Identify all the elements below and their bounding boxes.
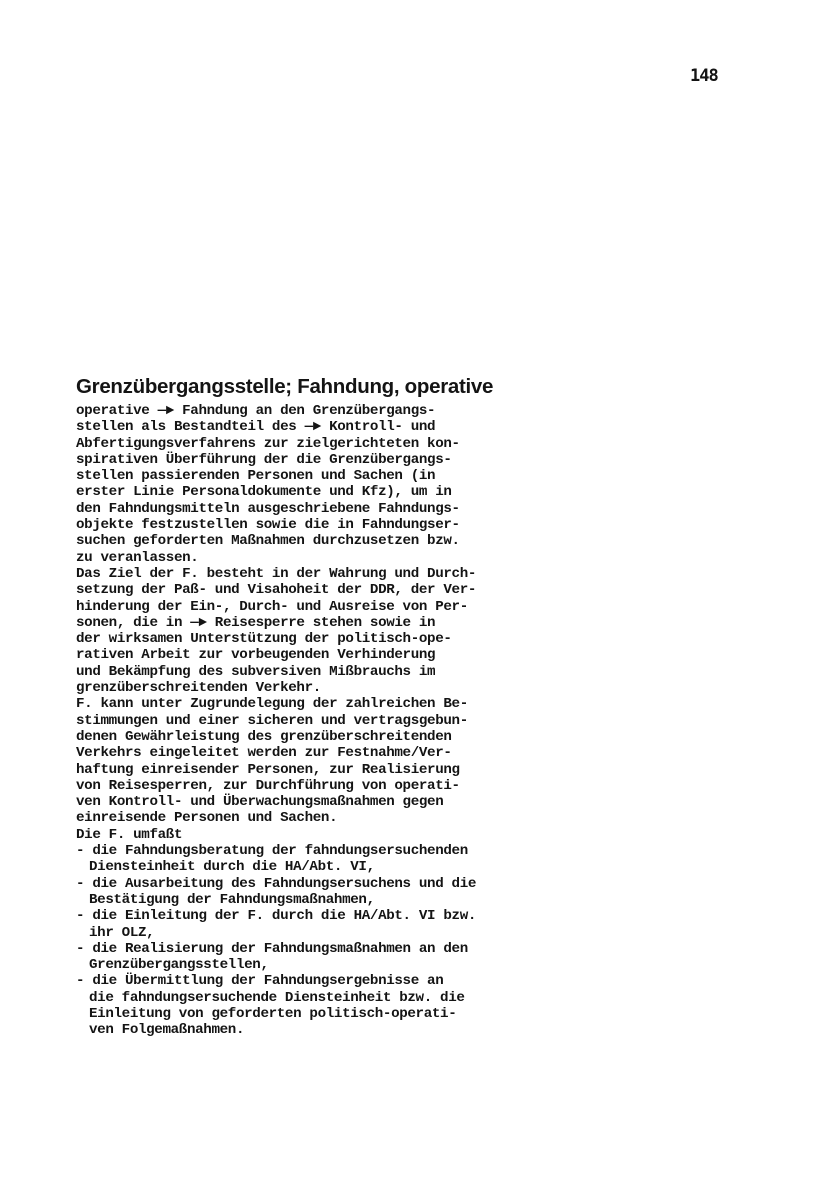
list-item-continuation-line: ven Folgemaßnahmen. <box>89 1022 245 1039</box>
text-line: den Fahndungsmitteln ausgeschriebene Fahndungs- <box>76 500 460 517</box>
text-line: Das Ziel der F. besteht in der Wahrung und Durch- <box>76 565 477 582</box>
lexicon-entry <box>76 374 596 1039</box>
page-number: 148 <box>690 66 718 86</box>
text-line: F. kann unter Zugrundelegung der zahlreichen Be- <box>76 696 468 713</box>
text-line: Verkehrs eingeleitet werden zur Festnahme/Ver- <box>76 745 452 762</box>
text-line: erster Linie Personaldokumente und Kfz), um in <box>76 484 452 501</box>
text-line: haftung einreisender Personen, zur Realisierung <box>76 761 460 778</box>
list-item-continuation-line: Grenzübergangsstellen, <box>89 957 269 974</box>
entry-body <box>76 403 596 1039</box>
text-line: denen Gewährleistung des grenzüberschreitenden <box>76 728 452 745</box>
text-line: hinderung der Ein-, Durch- und Ausreise von Per- <box>76 598 468 615</box>
text-line: von Reisesperren, zur Durchführung von operati- <box>76 777 460 794</box>
text-line: setzung der Paß- und Visahoheit der DDR, der Ver- <box>76 582 477 599</box>
text-line: objekte festzustellen sowie die in Fahndungser- <box>76 517 460 534</box>
list-item-continuation-line: Diensteinheit durch die HA/Abt. VI, <box>89 859 375 876</box>
list-item-line: - die Fahndungsberatung der fahndungsersuchenden <box>76 843 468 860</box>
list-item-line: - die Einleitung der F. durch die HA/Abt. VI bzw. <box>76 908 477 925</box>
text-line: zu veranlassen. <box>76 549 199 566</box>
text-line: Die F. umfaßt <box>76 826 183 843</box>
list-item-continuation-line: Einleitung von geforderten politisch-operati- <box>89 1005 457 1022</box>
text-line: und Bekämpfung des subversiven Mißbrauchs im <box>76 663 436 680</box>
text-line: spirativen Überführung der die Grenzübergangs- <box>76 451 452 468</box>
text-line: einreisende Personen und Sachen. <box>76 810 338 827</box>
text-line: stimmungen und einer sicheren und vertragsgebun- <box>76 712 468 729</box>
text-line: rativen Arbeit zur vorbeugenden Verhinderung <box>76 647 436 664</box>
text-line: stellen passierenden Personen und Sachen (in <box>76 468 436 485</box>
text-line: suchen geforderten Maßnahmen durchzusetzen bzw. <box>76 533 460 550</box>
list-item-line: - die Übermittlung der Fahndungsergebnisse an <box>76 973 444 990</box>
list-item-continuation-line: die fahndungsersuchende Diensteinheit bzw. die <box>89 989 465 1006</box>
text-line: grenzüberschreitenden Verkehr. <box>76 680 321 697</box>
text-line: operative —► Fahndung an den Grenzübergangs- <box>76 403 436 419</box>
text-line: stellen als Bestandteil des —► Kontroll- und <box>76 419 436 436</box>
text-line: ven Kontroll- und Überwachungsmaßnahmen gegen <box>76 794 444 811</box>
text-line: Abfertigungsverfahrens zur zielgerichteten kon- <box>76 435 460 452</box>
list-item-line: - die Ausarbeitung des Fahndungsersuchens und die <box>76 875 477 892</box>
list-item-line: - die Realisierung der Fahndungsmaßnahmen an den <box>76 940 468 957</box>
text-line: sonen, die in —► Reisesperre stehen sowie in <box>76 614 436 631</box>
list-item-continuation-line: Bestätigung der Fahndungsmaßnahmen, <box>89 891 375 908</box>
list-item-continuation-line: ihr OLZ, <box>89 924 155 941</box>
text-line: der wirksamen Unterstützung der politisch-ope- <box>76 631 452 648</box>
entry-heading: Grenzübergangsstelle; Fahndung, operative <box>76 375 494 398</box>
